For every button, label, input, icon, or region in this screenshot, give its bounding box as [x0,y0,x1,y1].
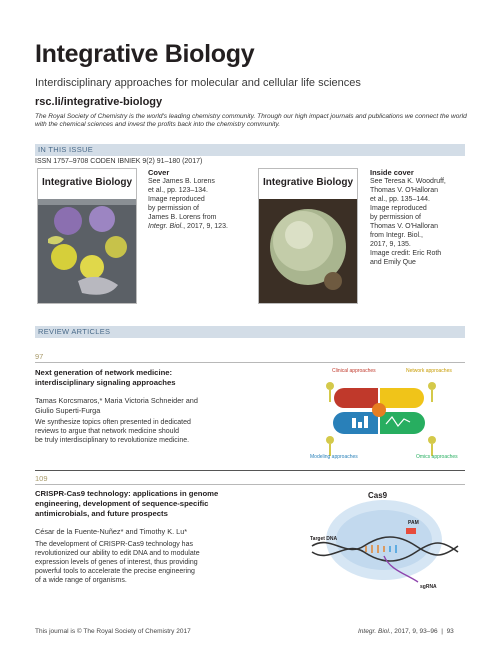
pam-label: PAM [408,520,419,526]
issn-line: ISSN 1757–9708 CODEN IBNIEK 9(2) 91–180 (2017) [35,158,203,165]
modeling-label: Modeling approaches [310,454,358,460]
cover-image [37,168,137,304]
article-1-abstract [35,418,260,445]
article-2-author-line-1: César de la Fuente-Nuñez* and Timothy K. Lu* [35,527,188,536]
article-2-title[interactable] [35,489,265,519]
in-this-issue-bar: IN THIS ISSUE [35,144,465,156]
footer-volume: , 2017, 9, 93–96 [390,628,438,635]
article-2-top-rule [35,470,465,471]
inside-cover-line-10: and Emily Que [370,259,416,266]
article-2-page: 109 [35,474,48,483]
inside-cover-line-7: from Integr. Biol., [370,232,423,239]
article-2-title-line-1: CRISPR-Cas9 technology: applications in genome [35,489,219,498]
article-2-abstract-line-4: powerful tools to accelerate the precise engineering [35,568,195,575]
article-1-abstract-line-1: We synthesize topics often presented in dedicated [35,419,191,426]
inside-cover-line-9: Image credit: Eric Roth [370,250,442,257]
article-1-abstract-line-2: reviews to argue that network medicine should [35,428,179,435]
article-1-author-line-1: Tamas Korcsmaros,* Maria Victoria Schneider and [35,396,198,405]
review-articles-bar: REVIEW ARTICLES [35,326,465,338]
rsc-description: The Royal Society of Chemistry is the world's leading chemistry community. Through our high impact journals and publications we connect the world with the chemical sciences and invest the profits back into the chemistry community. [35,113,467,129]
cas9-label: Cas9 [368,491,388,500]
journal-title: Integrative Biology [35,40,255,68]
article-2-abstract-line-2: revolutionized our ability to edit DNA and to modulate [35,550,200,557]
footer-copyright: This journal is © The Royal Society of Chemistry 2017 [35,628,191,635]
network-label: Network approaches [406,368,452,374]
article-1-title-line-2: interdisciplinary signaling approaches [35,378,176,387]
crispr-cas9-figure [310,488,460,593]
article-2-title-line-3: antimicrobials, and future prospects [35,509,168,518]
cover-citation [148,222,248,231]
inside-cover-image [258,168,358,304]
cover-line-5: James B. Lorens from [148,214,217,221]
article-1-author-line-2: Giulio Superti-Furga [35,405,101,415]
cover-line-2: et al., pp. 123–134. [148,187,208,194]
article-1-abstract-line-3: be truly interdisciplinary to revolutionize medicine. [35,437,190,444]
inside-cover-badge-line1: Integrative Biology [263,177,354,188]
inside-cover-line-2: Thomas V. O'Halloran [370,187,438,194]
network-medicine-figure [300,362,460,462]
article-1-authors [35,396,255,415]
inside-cover-line-5: by permission of [370,214,421,221]
article-1-page: 97 [35,352,44,361]
inside-cover-title: Inside cover [370,168,414,177]
inside-cover-caption [370,168,470,267]
article-2-abstract-line-1: The development of CRISPR-Cas9 technology has [35,541,193,548]
article-1-title[interactable] [35,368,250,388]
cover-line-4: by permission of [148,205,199,212]
journal-tagline: Interdisciplinary approaches for molecular and cellular life sciences [35,77,361,89]
cover-line-3: Image reproduced [148,196,205,203]
inside-cover-line-4: Image reproduced [370,205,427,212]
inside-cover-line-3: et al., pp. 135–144. [370,196,430,203]
article-1-title-line-1: Next generation of network medicine: [35,368,173,377]
inside-cover-line-8: 2017, 9, 135. [370,241,411,248]
inside-cover-line-1: See Teresa K. Woodruff, [370,178,446,185]
footer-journal: Integr. Biol. [358,628,391,635]
footer-citation: Integr. Biol., 2017, 9, 93–96 | 93 [358,628,454,635]
cover-line-1: See James B. Lorens [148,178,215,185]
omics-label: Omics approaches [416,454,458,460]
cover-badge-line1: Integrative Biology [42,177,133,188]
journal-url[interactable]: rsc.li/integrative-biology [35,96,163,108]
cover-caption [148,168,248,231]
article-2-abstract [35,540,260,585]
footer-page-number: 93 [446,628,454,635]
cover-title: Cover [148,168,170,177]
cover-citation-rest: , 2017, 9, 123. [183,223,228,230]
article-2-abstract-line-3: expression levels of genes of interest, thus providing [35,559,198,566]
inside-cover-illustration [259,169,357,303]
article-2-title-line-2: engineering, development of sequence-specific [35,499,209,508]
clinical-label: Clinical approaches [332,368,376,374]
article-2-divider [35,484,465,485]
target-dna-label: Target DNA [310,536,338,542]
inside-cover-line-6: Thomas V. O'Halloran [370,223,438,230]
article-2-authors [35,527,255,537]
cover-citation-journal: Integr. Biol. [148,223,184,230]
cover-illustration [38,169,136,303]
article-2-abstract-line-5: of a wide range of organisms. [35,577,127,584]
sgrna-label: sgRNA [420,584,437,590]
